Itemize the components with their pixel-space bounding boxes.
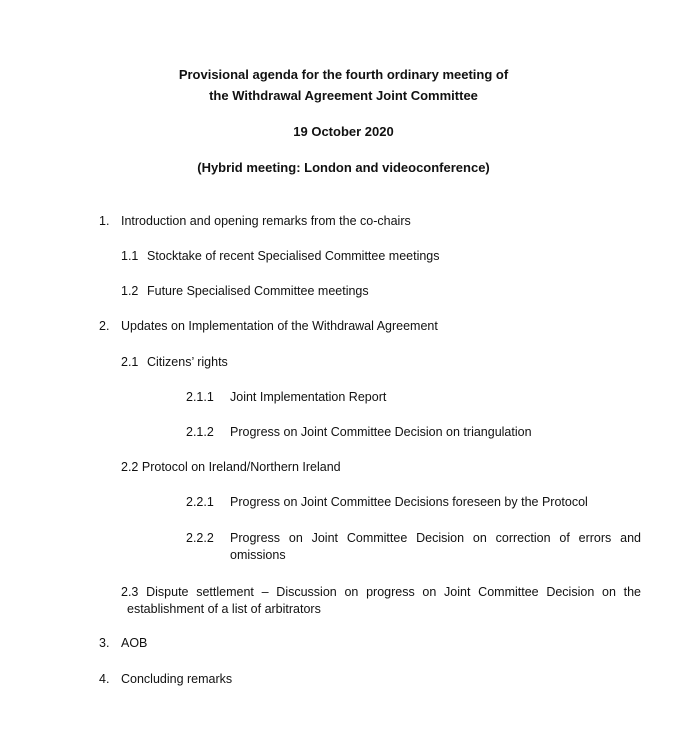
agenda-number: 2.2.2: [186, 531, 214, 545]
agenda-item-1: [99, 214, 411, 228]
agenda-number: 4.: [99, 672, 110, 686]
agenda-item-2-2-1: [186, 495, 588, 509]
agenda-item-2-1: [121, 355, 228, 369]
agenda-text: Progress on Joint Committee Decision on triangulation: [230, 425, 532, 439]
agenda-number: 2.3: [121, 585, 139, 599]
agenda-number: 1.: [99, 214, 110, 228]
agenda-number: 2.1.2: [186, 425, 214, 439]
agenda-item-1-2: [121, 284, 369, 298]
agenda-item-2-1-1: [186, 390, 386, 404]
agenda-number: 1.1: [121, 249, 139, 263]
agenda-item-2-3: [121, 584, 641, 618]
agenda-text: Dispute settlement – Discussion on progress on Joint Committee Decision on the establishment of a list of arbitrators: [127, 585, 641, 616]
agenda-text: Introduction and opening remarks from the co-chairs: [121, 214, 411, 228]
agenda-item-2-2: [121, 460, 341, 474]
agenda-text: Progress on Joint Committee Decisions foreseen by the Protocol: [230, 495, 588, 509]
document-title-line-2: the Withdrawal Agreement Joint Committee: [209, 88, 478, 103]
agenda-item-2-2-2: [186, 530, 641, 564]
agenda-item-2-1-2: [186, 425, 532, 439]
meeting-date: 19 October 2020: [293, 124, 394, 139]
agenda-text: Stocktake of recent Specialised Committee meetings: [147, 249, 440, 263]
agenda-item-3: [99, 636, 147, 650]
agenda-text: Joint Implementation Report: [230, 390, 387, 404]
agenda-number: 2.: [99, 319, 110, 333]
meeting-venue: (Hybrid meeting: London and videoconference): [197, 160, 490, 175]
agenda-text: Future Specialised Committee meetings: [147, 284, 369, 298]
agenda-item-4: [99, 672, 232, 686]
agenda-text: Progress on Joint Committee Decision on correction of errors and omissions: [230, 531, 641, 562]
agenda-number: 2.1.1: [186, 390, 214, 404]
agenda-text: Citizens’ rights: [147, 355, 228, 369]
agenda-number: 2.2.1: [186, 495, 214, 509]
agenda-text: AOB: [121, 636, 148, 650]
agenda-text: Concluding remarks: [121, 672, 233, 686]
agenda-number: 1.2: [121, 284, 139, 298]
agenda-text: Updates on Implementation of the Withdrawal Agreement: [121, 319, 438, 333]
agenda-item-1-1: [121, 249, 440, 263]
agenda-number: 2.2: [121, 460, 139, 474]
agenda-text: Protocol on Ireland/Northern Ireland: [141, 460, 341, 474]
document-title-line-1: Provisional agenda for the fourth ordinary meeting of: [178, 67, 509, 82]
agenda-number: 3.: [99, 636, 110, 650]
agenda-item-2: [99, 319, 438, 333]
agenda-number: 2.1: [121, 355, 139, 369]
